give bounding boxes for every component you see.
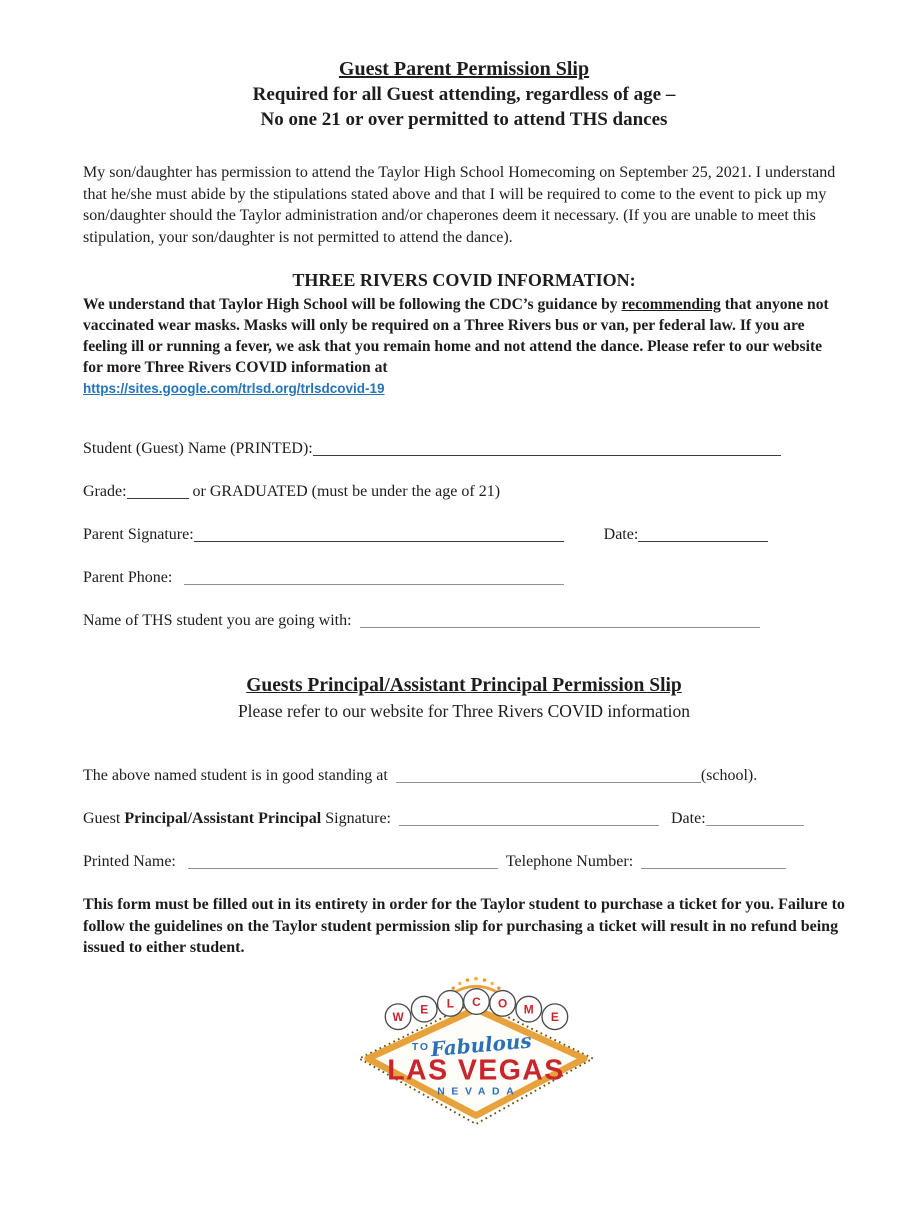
principal-signature-label-bold: Principal/Assistant Principal — [124, 810, 322, 827]
grade-label: Grade: — [83, 483, 127, 500]
parent-form-section — [83, 438, 845, 631]
graduated-label: or GRADUATED (must be under the age of 21) — [188, 483, 501, 500]
good-standing-row — [83, 765, 845, 786]
principal-signature-label-suffix: Signature: — [321, 810, 391, 827]
parent-phone-label: Parent Phone: — [83, 569, 173, 586]
subtitle-line-2: No one 21 or over permitted to attend THS dances — [260, 109, 668, 130]
grade-blank-line — [127, 486, 189, 499]
ths-student-row — [83, 610, 845, 631]
covid-paragraph — [83, 294, 845, 378]
printed-name-label: Printed Name: — [83, 853, 176, 870]
sign-to-text: TO — [411, 1041, 430, 1053]
date-blank-line — [638, 529, 768, 542]
covid-heading: THREE RIVERS COVID INFORMATION: — [292, 270, 636, 290]
covid-paragraph-part2: that anyone not vaccinated wear masks. Masks will only be required on a Three Rivers bus or van, per federal law. If you are feeling ill or running a fever, we ask that you remain home and not attend the dance. Please refer to our website for more Three Rivers COVID information at — [83, 296, 829, 376]
parent-signature-row — [83, 524, 845, 545]
covid-info-link[interactable]: https://sites.google.com/trlsd.org/trlsdcovid-19 — [83, 381, 385, 396]
welcome-letter-o: O — [497, 996, 508, 1011]
welcome-letter-m: M — [523, 1001, 534, 1016]
printed-name-blank-line — [188, 856, 498, 869]
closing-paragraph: This form must be filled out in its entirety in order for the Taylor student to purchase a ticket for you. Failure to follow the guidelines on the Taylor student permission slip for purchasing a ticket will result in no refund being issued to either student. — [83, 896, 845, 956]
good-standing-label: The above named student is in good standing at — [83, 767, 388, 784]
principal-signature-row — [83, 808, 845, 829]
date-label: Date: — [603, 526, 639, 543]
principal-section-subheading: Please refer to our website for Three Rivers COVID information — [237, 701, 691, 721]
principal-form-section — [83, 765, 845, 872]
welcome-letter-c: C — [472, 994, 481, 1009]
student-name-row — [83, 438, 845, 459]
ths-student-blank-line — [360, 615, 760, 628]
welcome-letter-e1: E — [420, 1001, 429, 1016]
grade-row — [83, 481, 845, 502]
welcome-letter-w: W — [392, 1009, 404, 1024]
parent-phone-row — [83, 567, 845, 588]
sign-fabulous-text: Fabulous — [429, 1028, 533, 1061]
covid-paragraph-part1: We understand that Taylor High School will be following the CDC’s guidance by — [83, 296, 622, 313]
principal-signature-label-prefix: Guest — [83, 810, 125, 827]
student-name-label: Student (Guest) Name (PRINTED): — [83, 440, 313, 457]
las-vegas-sign-graphic — [356, 973, 596, 1125]
principal-section-heading: Guests Principal/Assistant Principal Permission Slip — [246, 675, 682, 696]
principal-signature-blank-line — [399, 813, 659, 826]
principal-date-label: Date: — [671, 810, 706, 827]
parent-signature-blank-line — [194, 529, 564, 542]
ths-student-label: Name of THS student you are going with: — [83, 612, 352, 629]
good-standing-blank-line — [396, 770, 701, 783]
welcome-letter-e2: E — [550, 1009, 559, 1024]
telephone-blank-line — [641, 856, 786, 869]
las-vegas-sign-logo — [95, 973, 857, 1130]
principal-date-blank-line — [706, 813, 804, 826]
intro-paragraph: My son/daughter has permission to attend the Taylor High School Homecoming on September 25, 2021. I understand that he/she must abide by the stipulations stated above and that I will be required to come to the event to pick up my son/daughter should the Taylor administration and/or chaperones deem it necessary. (If you are unable to meet this stipulation, your son/daughter is not permitted to attend the dance). — [83, 164, 836, 246]
page-title — [83, 56, 845, 82]
welcome-letter-l: L — [446, 996, 454, 1011]
page-title-text: Guest Parent Permission Slip — [338, 58, 590, 80]
sign-las-vegas-text: LAS VEGAS — [387, 1053, 565, 1086]
telephone-label: Telephone Number: — [505, 853, 634, 870]
sign-nevada-text: NEVADA — [437, 1086, 521, 1098]
student-name-blank-line — [313, 443, 781, 456]
parent-phone-blank-line — [184, 572, 564, 585]
school-label: (school). — [700, 767, 758, 784]
covid-paragraph-underlined-word: recommending — [621, 296, 721, 313]
parent-signature-label: Parent Signature: — [83, 526, 194, 543]
printed-name-row — [83, 851, 845, 872]
subtitle-line-1: Required for all Guest attending, regardless of age – — [252, 84, 676, 105]
